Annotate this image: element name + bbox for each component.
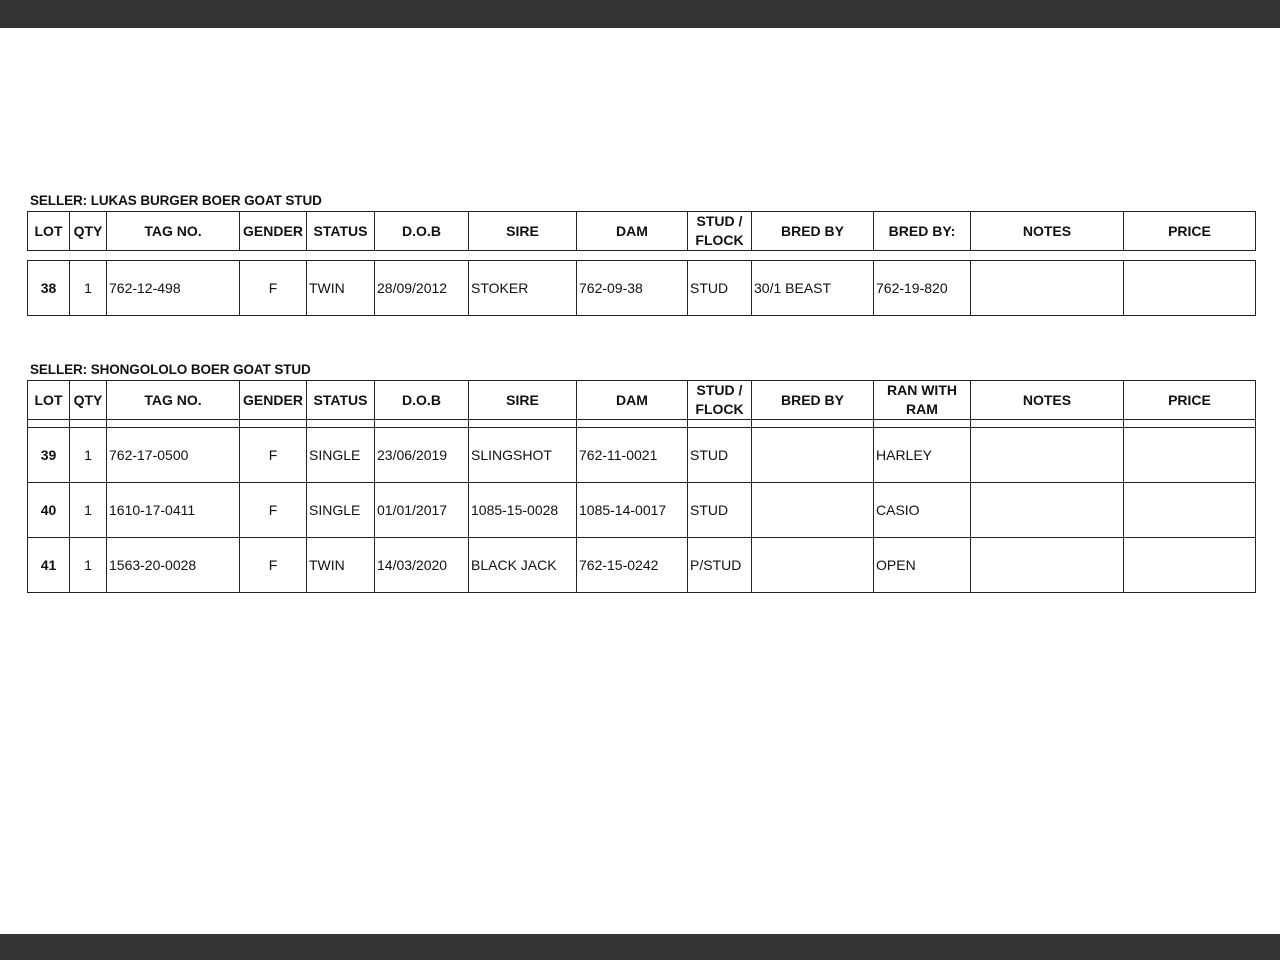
- table-divider-row: [28, 420, 1256, 428]
- gender-cell: F: [240, 428, 307, 483]
- header-cell: D.O.B: [375, 212, 469, 251]
- dob-cell: 01/01/2017: [375, 483, 469, 538]
- sire-cell: BLACK JACK: [469, 538, 577, 593]
- bred-by-cell: [752, 538, 874, 593]
- stud-flock-cell: P/STUD: [688, 538, 752, 593]
- bred-by-cell: [752, 428, 874, 483]
- stud-flock-cell: STUD: [688, 428, 752, 483]
- table-row: [28, 428, 1256, 483]
- lot-cell: 39: [28, 428, 70, 483]
- viewer-top-bar: [0, 0, 1280, 28]
- header-cell: BRED BY: [752, 381, 874, 420]
- lot-table: [27, 211, 1256, 316]
- table-row: [28, 483, 1256, 538]
- header-cell: NOTES: [971, 381, 1124, 420]
- header-cell: DAM: [577, 212, 688, 251]
- bred-by-2-cell: 762-19-820: [874, 261, 971, 316]
- header-cell: SIRE: [469, 381, 577, 420]
- table-header-row: [28, 381, 1256, 420]
- header-cell: QTY: [70, 212, 107, 251]
- dam-cell: 762-09-38: [577, 261, 688, 316]
- dam-cell: 762-15-0242: [577, 538, 688, 593]
- status-cell: TWIN: [307, 261, 375, 316]
- notes-cell: [971, 538, 1124, 593]
- qty-cell: 1: [70, 428, 107, 483]
- status-cell: TWIN: [307, 538, 375, 593]
- gender-cell: F: [240, 261, 307, 316]
- price-cell: [1124, 538, 1256, 593]
- header-cell: GENDER: [240, 212, 307, 251]
- header-cell: TAG NO.: [107, 212, 240, 251]
- qty-cell: 1: [70, 261, 107, 316]
- status-cell: SINGLE: [307, 428, 375, 483]
- stud-flock-cell: STUD: [688, 483, 752, 538]
- header-cell: PRICE: [1124, 381, 1256, 420]
- notes-cell: [971, 261, 1124, 316]
- header-cell: LOT: [28, 212, 70, 251]
- lot-table: [27, 380, 1256, 593]
- header-cell: DAM: [577, 381, 688, 420]
- header-cell: PRICE: [1124, 212, 1256, 251]
- header-cell: LOT: [28, 381, 70, 420]
- seller-heading: SELLER: SHONGOLOLO BOER GOAT STUD: [30, 362, 311, 377]
- table-row: [28, 538, 1256, 593]
- header-cell: BRED BY:: [874, 212, 971, 251]
- table-row: [28, 261, 1256, 316]
- dob-cell: 28/09/2012: [375, 261, 469, 316]
- lot-cell: 41: [28, 538, 70, 593]
- sire-cell: 1085-15-0028: [469, 483, 577, 538]
- bred-by-cell: 30/1 BEAST: [752, 261, 874, 316]
- ran-with-ram-cell: CASIO: [874, 483, 971, 538]
- status-cell: SINGLE: [307, 483, 375, 538]
- dob-cell: 23/06/2019: [375, 428, 469, 483]
- lot-cell: 40: [28, 483, 70, 538]
- sire-cell: STOKER: [469, 261, 577, 316]
- header-cell: TAG NO.: [107, 381, 240, 420]
- notes-cell: [971, 428, 1124, 483]
- ran-with-ram-cell: OPEN: [874, 538, 971, 593]
- dam-cell: 1085-14-0017: [577, 483, 688, 538]
- header-cell: GENDER: [240, 381, 307, 420]
- table-spacer: [28, 251, 1256, 261]
- lot-cell: 38: [28, 261, 70, 316]
- gender-cell: F: [240, 483, 307, 538]
- gender-cell: F: [240, 538, 307, 593]
- ran-with-ram-cell: HARLEY: [874, 428, 971, 483]
- stud-flock-cell: STUD: [688, 261, 752, 316]
- sire-cell: SLINGSHOT: [469, 428, 577, 483]
- tag-cell: 762-17-0500: [107, 428, 240, 483]
- header-cell: NOTES: [971, 212, 1124, 251]
- tag-cell: 1563-20-0028: [107, 538, 240, 593]
- notes-cell: [971, 483, 1124, 538]
- tag-cell: 1610-17-0411: [107, 483, 240, 538]
- header-cell: D.O.B: [375, 381, 469, 420]
- viewer-bottom-bar: [0, 934, 1280, 960]
- dam-cell: 762-11-0021: [577, 428, 688, 483]
- qty-cell: 1: [70, 483, 107, 538]
- header-cell: RAN WITH RAM: [874, 381, 971, 420]
- price-cell: [1124, 428, 1256, 483]
- dob-cell: 14/03/2020: [375, 538, 469, 593]
- header-cell: BRED BY: [752, 212, 874, 251]
- bred-by-cell: [752, 483, 874, 538]
- header-cell: SIRE: [469, 212, 577, 251]
- tag-cell: 762-12-498: [107, 261, 240, 316]
- table-header-row: [28, 212, 1256, 251]
- qty-cell: 1: [70, 538, 107, 593]
- header-cell: STUD / FLOCK: [688, 212, 752, 251]
- price-cell: [1124, 483, 1256, 538]
- header-cell: STATUS: [307, 381, 375, 420]
- header-cell: STUD / FLOCK: [688, 381, 752, 420]
- price-cell: [1124, 261, 1256, 316]
- header-cell: STATUS: [307, 212, 375, 251]
- header-cell: QTY: [70, 381, 107, 420]
- seller-heading: SELLER: LUKAS BURGER BOER GOAT STUD: [30, 193, 322, 208]
